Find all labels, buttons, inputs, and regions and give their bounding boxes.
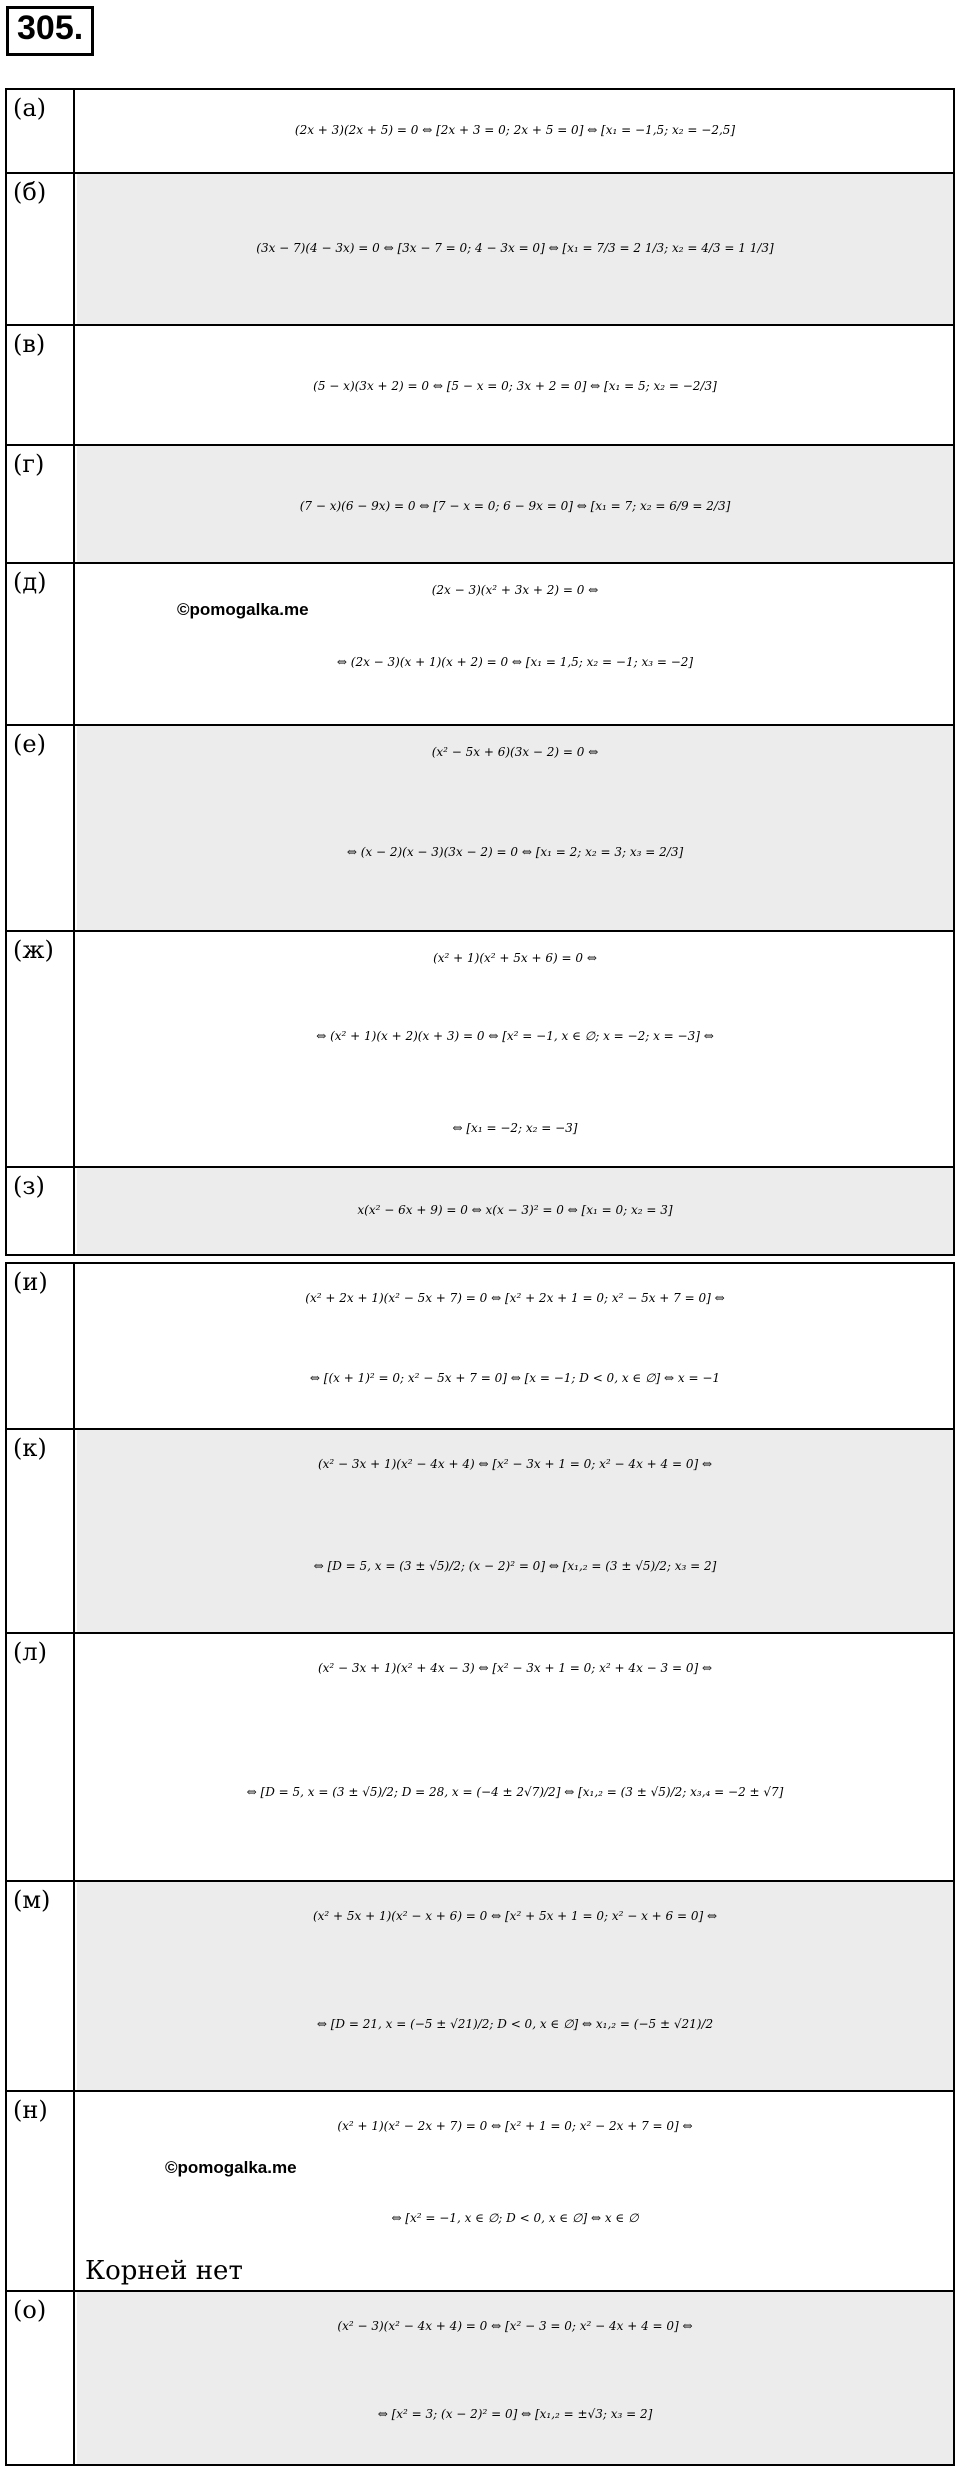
item-label: (д) [7,564,75,724]
equation-line: (x² − 3)(x² − 4x + 4) = 0 ⇔ [x² − 3 = 0; x² − 4x + 4 = 0] ⇔ [337,2319,693,2333]
solution-cell [77,2292,953,2464]
solution-row [7,724,953,930]
solution-row [7,1428,953,1632]
equation-line: (7 − x)(6 − 9x) = 0 ⇔ [7 − x = 0; 6 − 9x = 0] ⇔ [x₁ = 7; x₂ = 6/9 = 2/3] [299,499,731,513]
solution-row [7,1264,953,1428]
equation-line: (x² − 3x + 1)(x² + 4x − 3) ⇔ [x² − 3x + 1 = 0; x² + 4x − 3 = 0] ⇔ [317,1661,713,1675]
equation-line: ⇔ [x₁ = −2; x₂ = −3] [452,1121,578,1135]
equation-line: (2x + 3)(2x + 5) = 0 ⇔ [2x + 3 = 0; 2x + 5 = 0] ⇔ [x₁ = −1,5; x₂ = −2,5] [294,123,736,137]
equation-line: (x² + 1)(x² − 2x + 7) = 0 ⇔ [x² + 1 = 0; x² − 2x + 7 = 0] ⇔ [337,2119,693,2133]
equation-line: (x² − 5x + 6)(3x − 2) = 0 ⇔ [431,745,599,759]
item-label: (м) [7,1882,75,2090]
answer-note: Корней нет [85,2256,243,2286]
solution-row [7,1632,953,1880]
equation-line: ⇔ [D = 5, x = (3 ± √5)/2; (x − 2)² = 0] ⇔ [x₁,₂ = (3 ± √5)/2; x₃ = 2] [313,1559,717,1573]
equation-line: (x² − 3x + 1)(x² − 4x + 4) ⇔ [x² − 3x + 1 = 0; x² − 4x + 4 = 0] ⇔ [317,1457,713,1471]
equation-line: (x² + 5x + 1)(x² − x + 6) = 0 ⇔ [x² + 5x + 1 = 0; x² − x + 6 = 0] ⇔ [312,1909,718,1923]
equation-line: ⇔ [D = 5, x = (3 ± √5)/2; D = 28, x = (−4 ± 2√7)/2] ⇔ [x₁,₂ = (3 ± √5)/2; x₃,₄ = −2 ± √7] [246,1785,784,1799]
solution-cell [77,932,953,1166]
item-label: (л) [7,1634,75,1880]
item-label: (ж) [7,932,75,1166]
item-label: (о) [7,2292,75,2464]
solution-cell [77,1168,953,1254]
item-label: (а) [7,90,75,172]
watermark: ©pomogalka.me [165,2158,297,2177]
solution-row [7,172,953,324]
solution-row [7,1166,953,1254]
equation-line: (2x − 3)(x² + 3x + 2) = 0 ⇔ [431,583,599,597]
solution-cell [77,326,953,444]
item-label: (б) [7,174,75,324]
solution-cell [77,1264,953,1428]
item-label: (н) [7,2092,75,2290]
item-label: (з) [7,1168,75,1254]
solution-cell [77,1430,953,1632]
solutions-table-1 [5,88,955,1256]
solution-row [7,562,953,724]
equation-line: ⇔ [x² = −1, x ∈ ∅; D < 0, x ∈ ∅] ⇔ x ∈ ∅ [391,2211,639,2225]
equation-line: ⇔ (2x − 3)(x + 1)(x + 2) = 0 ⇔ [x₁ = 1,5; x₂ = −1; x₃ = −2] [336,655,694,669]
solution-cell [77,726,953,930]
equation-line: (x² + 1)(x² + 5x + 6) = 0 ⇔ [433,951,597,965]
equation-line: x(x² − 6x + 9) = 0 ⇔ x(x − 3)² = 0 ⇔ [x₁ = 0; x₂ = 3] [357,1203,673,1217]
solution-row [7,324,953,444]
solution-row [7,90,953,172]
equation-line: (3x − 7)(4 − 3x) = 0 ⇔ [3x − 7 = 0; 4 − 3x = 0] ⇔ [x₁ = 7/3 = 2 1/3; x₂ = 4/3 = 1 1/3] [256,241,774,255]
solution-row [7,444,953,562]
item-label: (и) [7,1264,75,1428]
solution-row [7,930,953,1166]
solution-row [7,1880,953,2090]
solution-cell [77,1634,953,1880]
solution-cell [77,1882,953,2090]
equation-line: (x² + 2x + 1)(x² − 5x + 7) = 0 ⇔ [x² + 2x + 1 = 0; x² − 5x + 7 = 0] ⇔ [305,1291,725,1305]
solutions-table-2 [5,1262,955,2466]
solution-cell [77,564,953,724]
solution-row [7,2090,953,2290]
equation-line: ⇔ [x² = 3; (x − 2)² = 0] ⇔ [x₁,₂ = ±√3; x₃ = 2] [377,2407,653,2421]
solution-row [7,2290,953,2464]
watermark: ©pomogalka.me [177,600,309,619]
item-label: (г) [7,446,75,562]
solution-cell [77,2092,953,2290]
equation-line: ⇔ (x² + 1)(x + 2)(x + 3) = 0 ⇔ [x² = −1, x ∈ ∅; x = −2; x = −3] ⇔ [316,1029,714,1043]
solution-cell [77,90,953,172]
equation-line: ⇔ [D = 21, x = (−5 ± √21)/2; D < 0, x ∈ ∅] ⇔ x₁,₂ = (−5 ± √21)/2 [316,2017,714,2031]
item-label: (к) [7,1430,75,1632]
solution-cell [77,446,953,562]
item-label: (е) [7,726,75,930]
solution-cell [77,174,953,324]
item-label: (в) [7,326,75,444]
equation-line: ⇔ (x − 2)(x − 3)(3x − 2) = 0 ⇔ [x₁ = 2; x₂ = 3; x₃ = 2/3] [346,845,684,859]
exercise-number: 305. [6,6,94,56]
equation-line: ⇔ [(x + 1)² = 0; x² − 5x + 7 = 0] ⇔ [x = −1; D < 0, x ∈ ∅] ⇔ x = −1 [309,1371,721,1385]
equation-line: (5 − x)(3x + 2) = 0 ⇔ [5 − x = 0; 3x + 2 = 0] ⇔ [x₁ = 5; x₂ = −2/3] [313,379,717,393]
